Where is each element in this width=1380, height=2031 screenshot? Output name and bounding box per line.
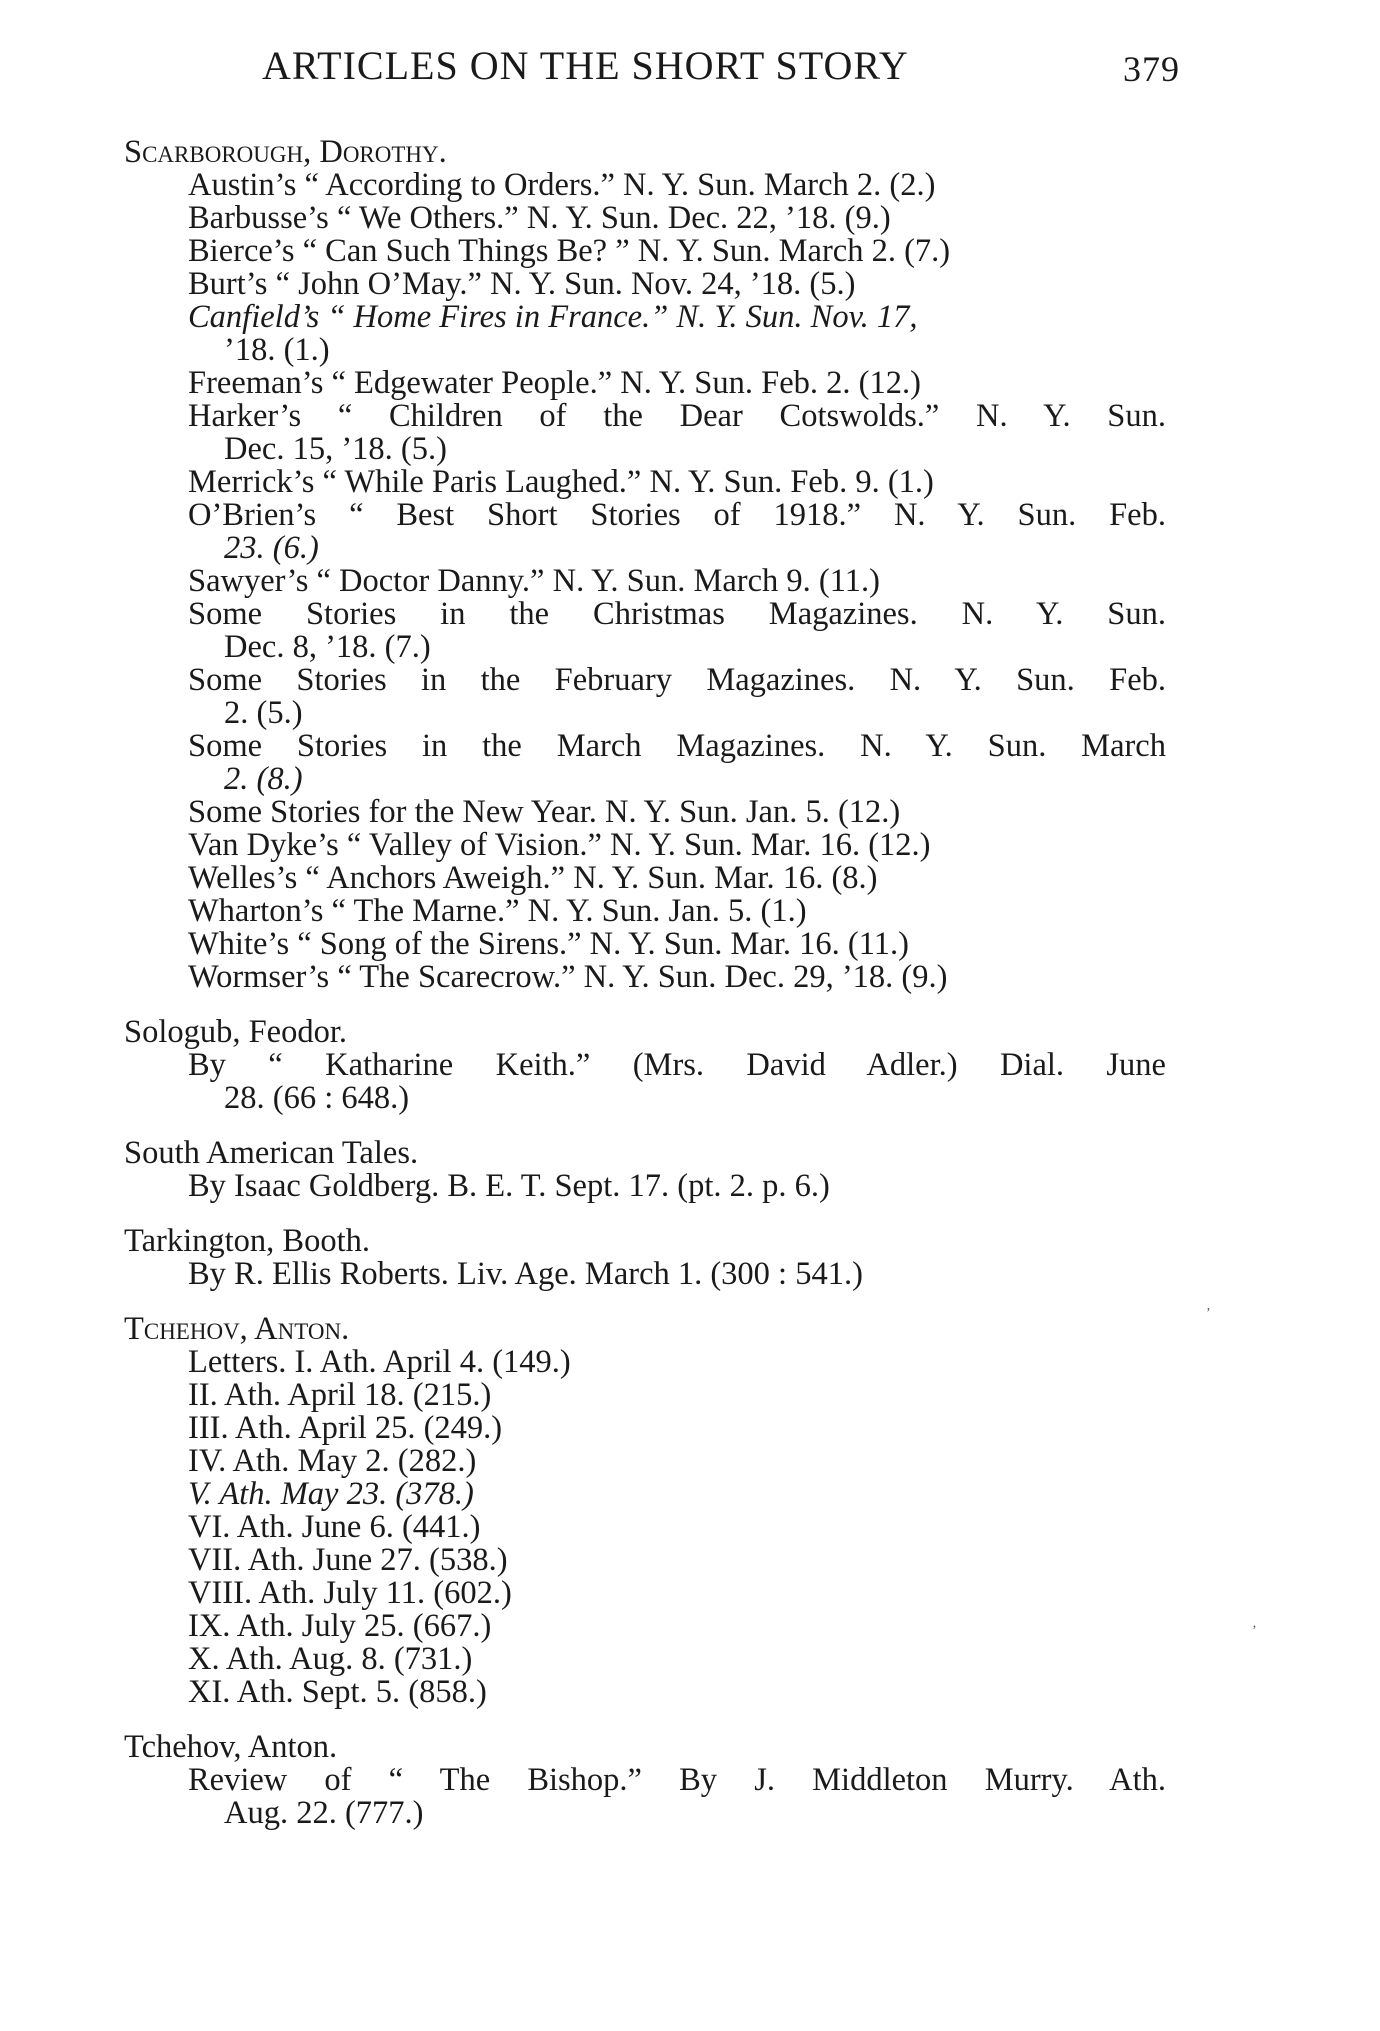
running-title: ARTICLES ON THE SHORT STORY	[262, 43, 909, 88]
bibliography-entry	[124, 1731, 1166, 1830]
bibliography-entry	[124, 1313, 1166, 1709]
scan-speck: ’	[1206, 1306, 1211, 1321]
entry-line: IV. Ath. May 2. (282.)	[188, 1443, 477, 1479]
entry-line: Van Dyke’s “ Valley of Vision.” N. Y. Sun. Mar. 16. (12.)	[188, 827, 931, 863]
entry-line: Merrick’s “ While Paris Laughed.” N. Y. Sun. Feb. 9. (1.)	[188, 464, 934, 500]
entry-line: Wharton’s “ The Marne.” N. Y. Sun. Jan. 5. (1.)	[188, 893, 807, 929]
bibliography-entry	[124, 1137, 1166, 1203]
entry-line: Austin’s “ According to Orders.” N. Y. Sun. March 2. (2.)	[188, 167, 936, 203]
entry-line: Wormser’s “ The Scarecrow.” N. Y. Sun. Dec. 29, ’18. (9.)	[188, 959, 948, 995]
entry-continuation-line: Aug. 22. (777.)	[224, 1795, 424, 1831]
entry-continuation-line: ’18. (1.)	[224, 332, 330, 368]
entry-line: Freeman’s “ Edgewater People.” N. Y. Sun. Feb. 2. (12.)	[188, 365, 921, 401]
entry-line: By “ Katharine Keith.” (Mrs. David Adler.) Dial. June	[188, 1047, 1166, 1083]
entry-continuation-line: Dec. 8, ’18. (7.)	[224, 629, 431, 665]
entry-line: Some Stories in the Christmas Magazines. N. Y. Sun.	[188, 596, 1166, 632]
entry-line: O’Brien’s “ Best Short Stories of 1918.” N. Y. Sun. Feb.	[188, 497, 1166, 533]
entry-line: Canfield’s “ Home Fires in France.” N. Y. Sun. Nov. 17,	[188, 299, 918, 335]
bibliography-entry	[124, 136, 1166, 994]
entry-line: II. Ath. April 18. (215.)	[188, 1377, 492, 1413]
entry-line: VI. Ath. June 6. (441.)	[188, 1509, 481, 1545]
scan-speck: ‚	[1252, 1616, 1257, 1631]
entry-line: Sawyer’s “ Doctor Danny.” N. Y. Sun. March 9. (11.)	[188, 563, 880, 599]
entry-line: Some Stories in the February Magazines. N. Y. Sun. Feb.	[188, 662, 1166, 698]
entry-continuation-line: 2. (8.)	[224, 761, 303, 797]
bibliography-entry	[124, 1225, 1166, 1291]
entry-heading: Tchehov, Anton.	[124, 1311, 350, 1347]
entry-line: By Isaac Goldberg. B. E. T. Sept. 17. (pt. 2. p. 6.)	[188, 1168, 830, 1204]
entry-line: Letters. I. Ath. April 4. (149.)	[188, 1344, 571, 1380]
entry-heading: Scarborough, Dorothy.	[124, 134, 447, 170]
entry-line: Review of “ The Bishop.” By J. Middleton Murry. Ath.	[188, 1762, 1166, 1798]
entry-heading: Sologub, Feodor.	[124, 1014, 348, 1050]
page-number: 379	[1123, 49, 1180, 89]
entry-line: Burt’s “ John O’May.” N. Y. Sun. Nov. 24, ’18. (5.)	[188, 266, 856, 302]
entry-line: IX. Ath. July 25. (667.)	[188, 1608, 492, 1644]
entry-line: VII. Ath. June 27. (538.)	[188, 1542, 508, 1578]
entry-heading: Tarkington, Booth.	[124, 1223, 370, 1259]
entry-line: VIII. Ath. July 11. (602.)	[188, 1575, 512, 1611]
entry-line: Harker’s “ Children of the Dear Cotswolds.” N. Y. Sun.	[188, 398, 1166, 434]
entry-line: X. Ath. Aug. 8. (731.)	[188, 1641, 473, 1677]
entry-line: Bierce’s “ Can Such Things Be? ” N. Y. Sun. March 2. (7.)	[188, 233, 951, 269]
entry-line: By R. Ellis Roberts. Liv. Age. March 1. (300 : 541.)	[188, 1256, 863, 1292]
entry-line: Welles’s “ Anchors Aweigh.” N. Y. Sun. Mar. 16. (8.)	[188, 860, 878, 896]
entry-line: Barbusse’s “ We Others.” N. Y. Sun. Dec. 22, ’18. (9.)	[188, 200, 891, 236]
entry-continuation-line: 28. (66 : 648.)	[224, 1080, 410, 1116]
entry-line: III. Ath. April 25. (249.)	[188, 1410, 503, 1446]
entry-line: Some Stories in the March Magazines. N. Y. Sun. March	[188, 728, 1166, 764]
entry-line: V. Ath. May 23. (378.)	[188, 1476, 474, 1512]
running-header	[262, 42, 1262, 102]
entry-line: XI. Ath. Sept. 5. (858.)	[188, 1674, 487, 1710]
entry-heading: South American Tales.	[124, 1135, 419, 1171]
entry-continuation-line: 23. (6.)	[224, 530, 319, 566]
bibliography-entry	[124, 1016, 1166, 1115]
entry-continuation-line: 2. (5.)	[224, 695, 303, 731]
entry-continuation-line: Dec. 15, ’18. (5.)	[224, 431, 447, 467]
entry-line: Some Stories for the New Year. N. Y. Sun. Jan. 5. (12.)	[188, 794, 901, 830]
entry-heading: Tchehov, Anton.	[124, 1729, 338, 1765]
bibliography-list	[124, 136, 1166, 1830]
entry-line: White’s “ Song of the Sirens.” N. Y. Sun. Mar. 16. (11.)	[188, 926, 909, 962]
